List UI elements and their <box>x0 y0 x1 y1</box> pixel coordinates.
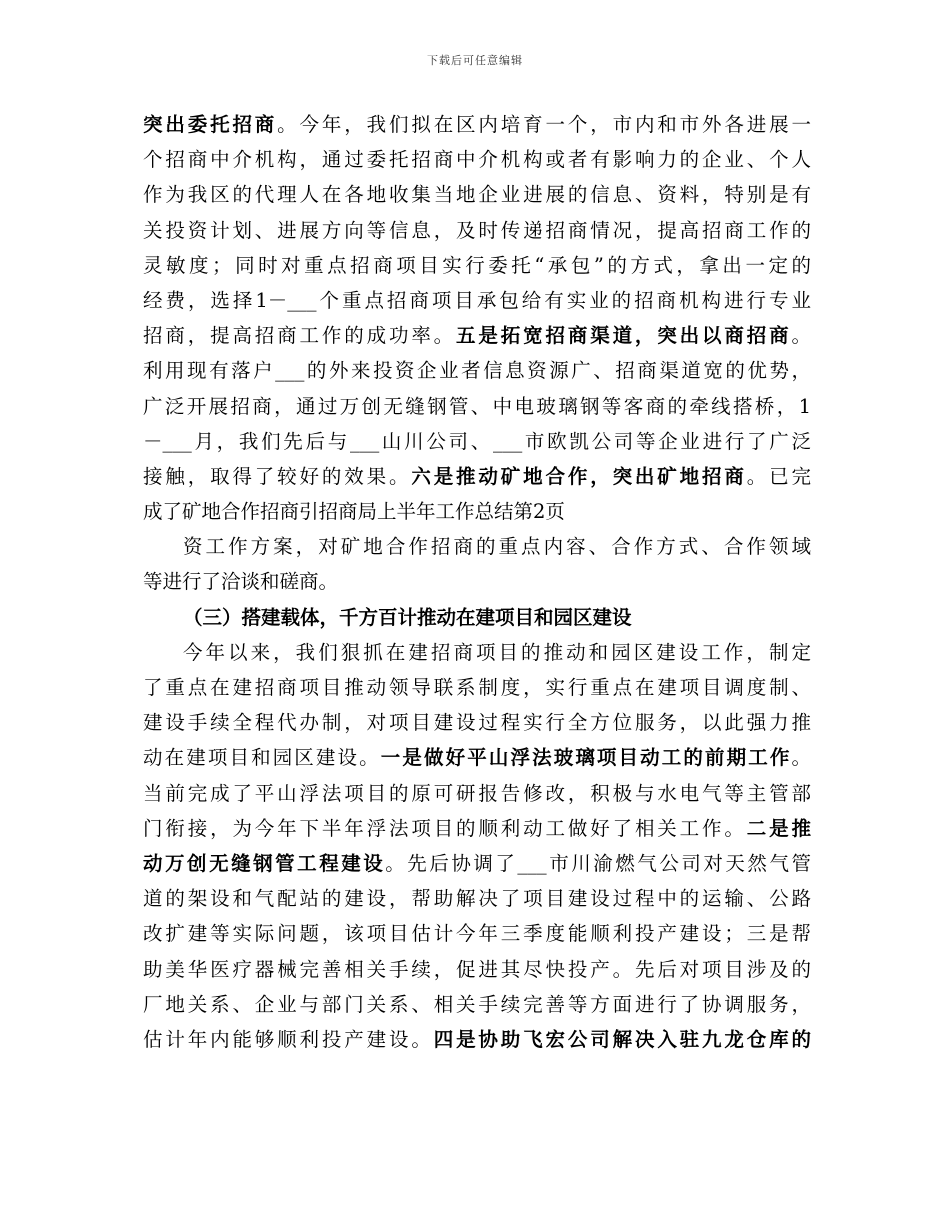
text-line <box>143 213 811 248</box>
text-run: 厂地关系、企业与部门关系、相关手续完善等方面进行了协调服务， <box>143 992 811 1016</box>
text-run: 了重点在建招商项目推动领导联系制度，实行重点在建项目调度制、 <box>143 676 811 699</box>
text-line <box>143 389 811 424</box>
text-run: 成了矿地合作招商引招商局上半年工作总结第2页 <box>143 500 565 524</box>
text-line <box>143 952 811 987</box>
text-line <box>143 635 811 670</box>
text-run: 关投资计划、进展方向等信息，及时传递招商情况，提高招商工作的 <box>143 218 811 242</box>
text-line <box>143 564 811 599</box>
text-line <box>143 107 811 142</box>
page-header: 下载后可任意编辑 <box>427 54 523 67</box>
text-run: 作为我区的代理人在各地收集当地企业进展的信息、资料，特别是有 <box>143 183 811 207</box>
text-run: 动在建项目和园区建设。 <box>143 746 381 770</box>
text-line <box>143 318 811 353</box>
text-run: 。 <box>791 324 811 348</box>
text-line <box>143 1022 811 1057</box>
text-line <box>143 459 811 494</box>
text-run: 门衔接，为今年下半年浮法项目的顺利动工做好了相关工作。 <box>143 816 747 840</box>
text-run: 广泛开展招商，通过万创无缝钢管、中电玻璃钢等客商的牵线搭桥，1 <box>143 394 811 418</box>
document-body <box>143 107 811 1057</box>
text-run: 。今年，我们拟在区内培育一个，市内和市外各进展一 <box>277 113 811 136</box>
text-line <box>143 670 811 705</box>
section-heading <box>143 600 811 635</box>
text-line <box>143 494 811 529</box>
text-run: 改扩建等实际问题，该项目估计今年三季度能顺利投产建设；三是帮 <box>143 922 811 946</box>
text-line <box>143 705 811 740</box>
text-line <box>143 142 811 177</box>
text-run: 灵敏度；同时对重点招商项目实行委托“承包”的方式，拿出一定的 <box>143 253 811 277</box>
text-line <box>143 740 811 775</box>
text-run: 经费，选择1－___个重点招商项目承包给有实业的招商机构进行专业 <box>143 288 811 312</box>
text-line <box>143 177 811 212</box>
text-run: 等进行了洽谈和磋商。 <box>143 570 339 594</box>
text-run: 利用现有落户___的外来投资企业者信息资源广、招商渠道宽的优势， <box>143 359 811 383</box>
bold-text-run: 突出委托招商 <box>143 113 278 136</box>
text-line <box>143 424 811 459</box>
bold-text-run: 四是协助飞宏公司解决入驻九龙仓库的 <box>433 1027 811 1051</box>
text-run: 当前完成了平山浮法项目的原可研报告修改，积极与水电气等主管部 <box>143 781 811 805</box>
text-run: 资工作方案，对矿地合作招商的重点内容、合作方式、合作领域 <box>183 535 811 559</box>
bold-text-run: 动万创无缝钢管工程建设 <box>143 851 386 875</box>
text-run: 建设手续全程代办制，对项目建设过程实行全方位服务，以此强力推 <box>143 711 811 735</box>
text-line <box>143 529 811 564</box>
text-line <box>143 987 811 1022</box>
text-run: 招商，提高招商工作的成功率。 <box>143 324 457 348</box>
text-run: －___月，我们先后与___山川公司、___市欧凯公司等企业进行了广泛 <box>143 429 811 453</box>
text-run: 。已完 <box>746 464 811 488</box>
bold-text-run: 一是做好平山浮法玻璃项目动工的前期工作 <box>380 746 792 770</box>
text-run: 个招商中介机构，通过委托招商中介机构或者有影响力的企业、个人 <box>143 148 811 172</box>
text-run: 助美华医疗器械完善相关手续，促进其尽快投产。先后对项目涉及的 <box>143 957 811 981</box>
text-run: 今年以来，我们狠抓在建招商项目的推动和园区建设工作，制定 <box>183 640 811 664</box>
text-line <box>143 846 811 881</box>
text-line <box>143 283 811 318</box>
text-line <box>143 881 811 916</box>
text-run: 道的架设和气配站的建设，帮助解决了项目建设过程中的运输、公路 <box>143 887 811 911</box>
text-run: 接触，取得了较好的效果。 <box>143 464 412 488</box>
text-line <box>143 248 811 283</box>
text-line <box>143 916 811 951</box>
text-line <box>143 776 811 811</box>
bold-text-run: 二是推 <box>746 816 811 840</box>
bold-text-run: 六是推动矿地合作，突出矿地招商 <box>411 464 747 488</box>
bold-text-run: 五是拓宽招商渠道，突出以商招商 <box>456 324 792 348</box>
text-run: 估计年内能够顺利投产建设。 <box>143 1027 434 1051</box>
text-run: 。 <box>791 746 811 770</box>
text-run: 。先后协调了___市川渝燃气公司对天然气管 <box>385 851 811 875</box>
bold-text-run: （三）搭建载体，千方百计推动在建项目和园区建设 <box>183 605 632 629</box>
text-line <box>143 811 811 846</box>
text-line <box>143 353 811 388</box>
